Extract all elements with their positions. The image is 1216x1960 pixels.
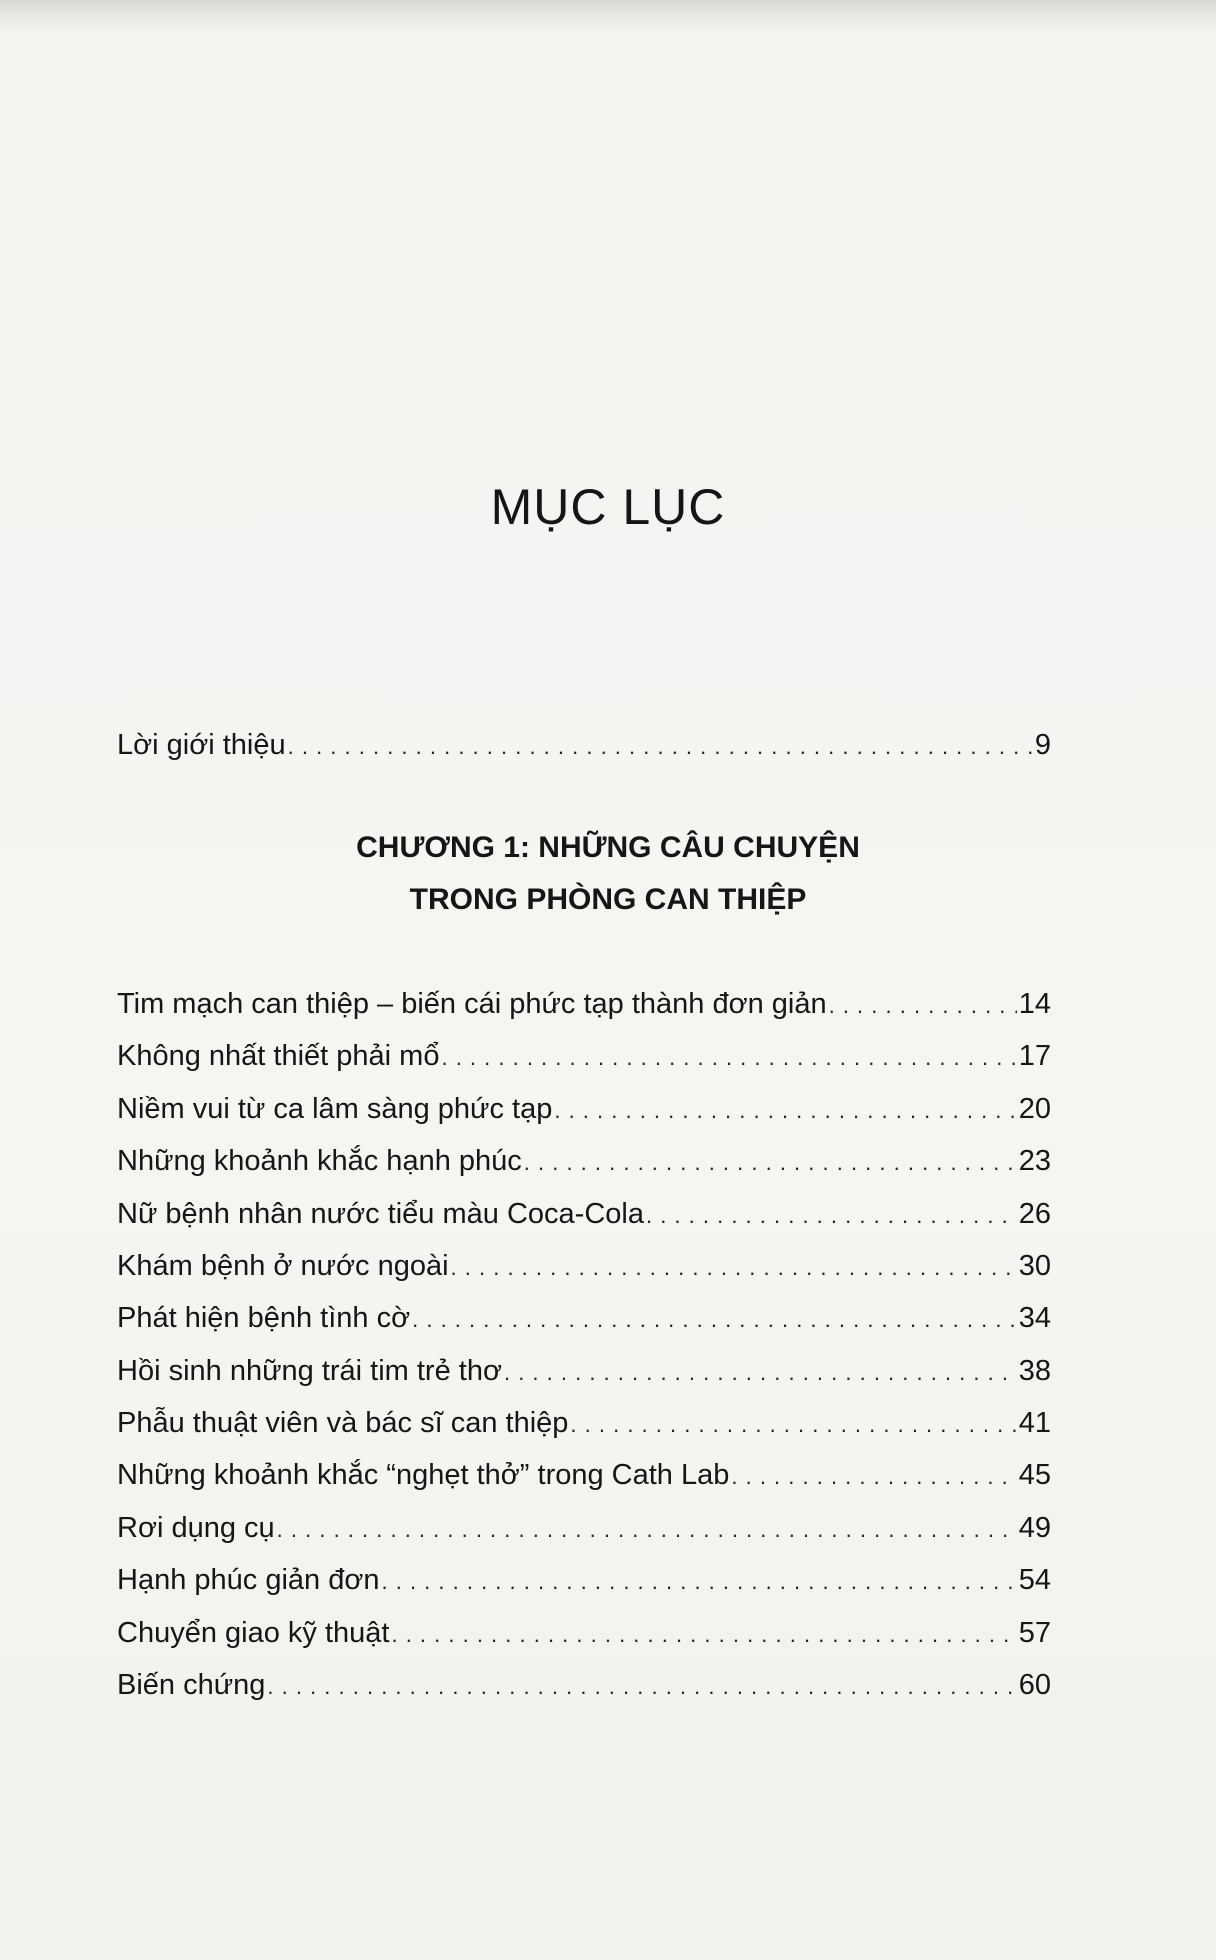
toc-entry-page: 38 — [1018, 1355, 1051, 1387]
toc-entry — [117, 1349, 1051, 1393]
toc-entry-page: 26 — [1018, 1198, 1051, 1230]
dot-leader — [646, 1194, 1017, 1238]
dot-leader — [277, 1508, 1017, 1552]
toc-entry-label: Biến chứng — [117, 1669, 266, 1701]
page-title: MỤC LỤC — [490, 479, 726, 535]
toc-entry-page: 14 — [1018, 988, 1051, 1020]
toc-entry-page: 54 — [1018, 1564, 1051, 1596]
toc-entry-page: 41 — [1018, 1407, 1051, 1439]
toc-entry-page: 20 — [1018, 1093, 1051, 1125]
toc-entry-label: Rơi dụng cụ — [117, 1512, 275, 1544]
toc-entry-label: Phát hiện bệnh tình cờ — [117, 1302, 411, 1334]
dot-leader — [441, 1036, 1016, 1080]
toc-entry — [117, 1087, 1051, 1131]
toc-entry-label: Phẫu thuật viên và bác sĩ can thiệp — [117, 1407, 569, 1439]
dot-leader — [288, 725, 1033, 769]
toc-entry-page: 9 — [1034, 729, 1051, 761]
dot-leader — [504, 1351, 1017, 1395]
toc-entry — [117, 1611, 1051, 1655]
toc-entry — [117, 1192, 1051, 1236]
toc-entry — [117, 1401, 1051, 1445]
toc-entry-page: 34 — [1018, 1302, 1051, 1334]
toc-entry — [117, 1139, 1051, 1183]
chapter-heading-line-1: CHƯƠNG 1: NHỮNG CÂU CHUYỆN — [356, 831, 860, 864]
toc-entry-intro — [117, 723, 1051, 767]
dot-leader — [267, 1665, 1016, 1709]
toc-entry — [117, 1244, 1051, 1288]
toc-entry-label: Khám bệnh ở nước ngoài — [117, 1250, 449, 1282]
chapter-heading — [0, 822, 1216, 926]
dot-leader — [412, 1298, 1017, 1342]
toc-entry — [117, 1663, 1051, 1707]
toc-entry-label: Không nhất thiết phải mổ — [117, 1040, 440, 1072]
dot-leader — [570, 1403, 1016, 1447]
toc-entry — [117, 982, 1051, 1026]
page-top-edge — [0, 0, 1216, 28]
toc-entry-label: Hạnh phúc giản đơn — [117, 1564, 380, 1596]
toc-entry-page: 57 — [1018, 1617, 1051, 1649]
toc-entry-label: Những khoảnh khắc hạnh phúc — [117, 1145, 522, 1177]
dot-leader — [829, 984, 1017, 1028]
chapter-heading-line-2: TRONG PHÒNG CAN THIỆP — [409, 883, 807, 916]
toc-entry-page: 23 — [1018, 1145, 1051, 1177]
toc-entry-label: Chuyển giao kỹ thuật — [117, 1617, 390, 1649]
toc-entry-page: 30 — [1018, 1250, 1051, 1282]
toc-entry — [117, 1034, 1051, 1078]
dot-leader — [382, 1560, 1017, 1604]
dot-leader — [731, 1455, 1016, 1499]
toc-entry-label: Niềm vui từ ca lâm sàng phức tạp — [117, 1093, 553, 1125]
toc-entry — [117, 1296, 1051, 1340]
toc-entry-label: Nữ bệnh nhân nước tiểu màu Coca-Cola — [117, 1198, 644, 1230]
dot-leader — [554, 1089, 1016, 1133]
toc-entry-label: Tim mạch can thiệp – biến cái phức tạp thành đơn giản — [117, 988, 827, 1020]
dot-leader — [391, 1613, 1016, 1657]
toc-entry — [117, 1558, 1051, 1602]
toc-entry-page: 49 — [1018, 1512, 1051, 1544]
toc-entry-page: 60 — [1018, 1669, 1051, 1701]
toc-entry-label: Lời giới thiệu — [117, 729, 286, 761]
toc-entry-label: Những khoảnh khắc “nghẹt thở” trong Cath Lab — [117, 1459, 730, 1491]
toc-entry — [117, 1506, 1051, 1550]
dot-leader — [524, 1141, 1017, 1185]
toc-entry — [117, 1453, 1051, 1497]
toc-entry-page: 45 — [1018, 1459, 1051, 1491]
toc-entry-label: Hồi sinh những trái tim trẻ thơ — [117, 1355, 502, 1387]
toc-entry-page: 17 — [1018, 1040, 1051, 1072]
dot-leader — [451, 1246, 1017, 1290]
